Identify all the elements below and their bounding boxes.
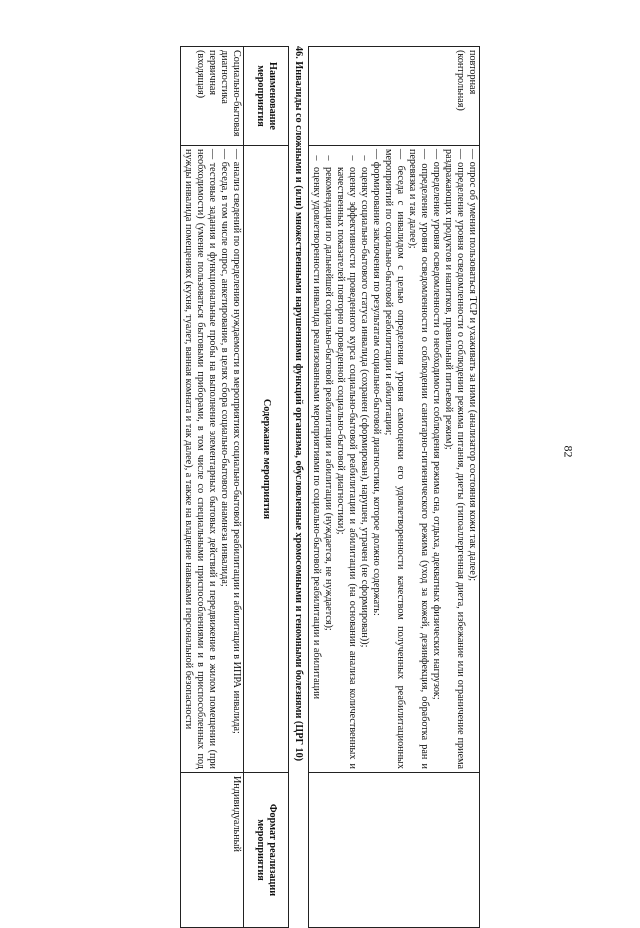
list-item: — беседа с инвалидом с целью определения уровня самооценки его удовлетворенности качеством полученных реабилитационных мероприятий по социально-бытовой реабилитации и абилитации; [383, 149, 406, 769]
list-item: — анализ сведений по определению нуждаемости в мероприятиях социально-бытовой реабилитации и абилитации в ИПРА инвалида; [231, 149, 242, 734]
list-item: — беседа, в том числе опрос, анкетирование, в целях сбора социально-бытового анамнеза инвалида; [219, 149, 230, 587]
table-row [181, 47, 244, 928]
sub-item [322, 149, 334, 769]
header-event-format: Формат реализации мероприятия [244, 773, 289, 928]
event-content-cell [309, 146, 480, 773]
sub-item [334, 149, 358, 769]
sub-item-text: оценку социально-бытового статуса инвалида (сохранен (сформирован), нарушен, утрачен (не сформирован)); [359, 167, 370, 648]
sub-item-dash: – [347, 155, 358, 161]
sub-item-dash: – [311, 155, 322, 161]
table-row [309, 47, 480, 928]
list-item: — формирование заключения по результатам социально-бытовой диагностики, которое должно содержать: [371, 149, 382, 616]
sub-item-text: рекомендации по дальнейшей социально-бытовой реабилитации и абилитации (нуждается, не нуждается); [323, 167, 334, 631]
sub-item-dash: – [359, 155, 370, 161]
list-item: — определение уровня осведомленности о соблюдении режима питания, диеты (гипоаллергенная диета, избежание или ограничение приема раздражающих продуктов и напитков, правильный питьевой режим); [443, 149, 466, 769]
table-header-row [244, 47, 289, 928]
table-top [308, 46, 480, 928]
page-number: 82 [561, 445, 576, 458]
event-type-cell: Социально-бытовая диагностика первичная (входящая) [181, 47, 244, 146]
table-bottom [180, 46, 289, 928]
list-item: — опрос об умении пользоваться ТСР и ухаживать за ними (анализатор состояния кожи так далее); [467, 149, 478, 582]
section-title: 46. Инвалиды со сложными и (или) множественными нарушениями функций организма, обусловленные хромосомными и геномными болезнями (ЦРГ 10) [293, 46, 304, 762]
sub-item [358, 149, 370, 769]
sub-item-text: оценку эффективности проведенного курса социально-бытовой реабилитации и абилитации (на основании анализа количественных и качественных показателей повторно проведенной социально-бытовой диагностики); [335, 167, 358, 769]
sub-item-dash: – [323, 155, 334, 161]
sub-item-text: оценку удовлетворенности инвалида реализованными мероприятиями по социально-бытовой реабилитации и абилитации [311, 167, 322, 700]
list-item: — определение уровня осведомленности о необходимости соблюдения режима сна, отдыха, адекватных физических нагрузок; [431, 149, 442, 700]
header-event-name: Наименование мероприятия [244, 47, 289, 146]
list-item: — тестовые задания и функциональные пробы на выполнение элементарных бытовых действий и передвижение в жилом помещении (при необходимости) (умение пользоваться бытовыми приборами, в том числе со специальными приспособлениями и в приспособленных под нужды инвалида помещениях (кухня, туалет, ванная комната и так далее), а также на владение навыками персональной безопасности [183, 149, 218, 769]
rotated-sheet [58, 46, 480, 906]
event-format-cell [309, 773, 480, 928]
event-type-cell: повторная (контрольная) [309, 47, 480, 146]
list-item: — определение уровня осведомленности о соблюдении санитарно-гигиенического режима (уход за кожей, дезинфекция, обработка ран и перевязка и так далее); [407, 149, 430, 769]
event-format-cell: Индивидуальный [181, 773, 244, 928]
sub-item [310, 149, 322, 769]
event-content-cell [181, 146, 244, 773]
header-event-content: Содержание мероприятия [244, 146, 289, 773]
